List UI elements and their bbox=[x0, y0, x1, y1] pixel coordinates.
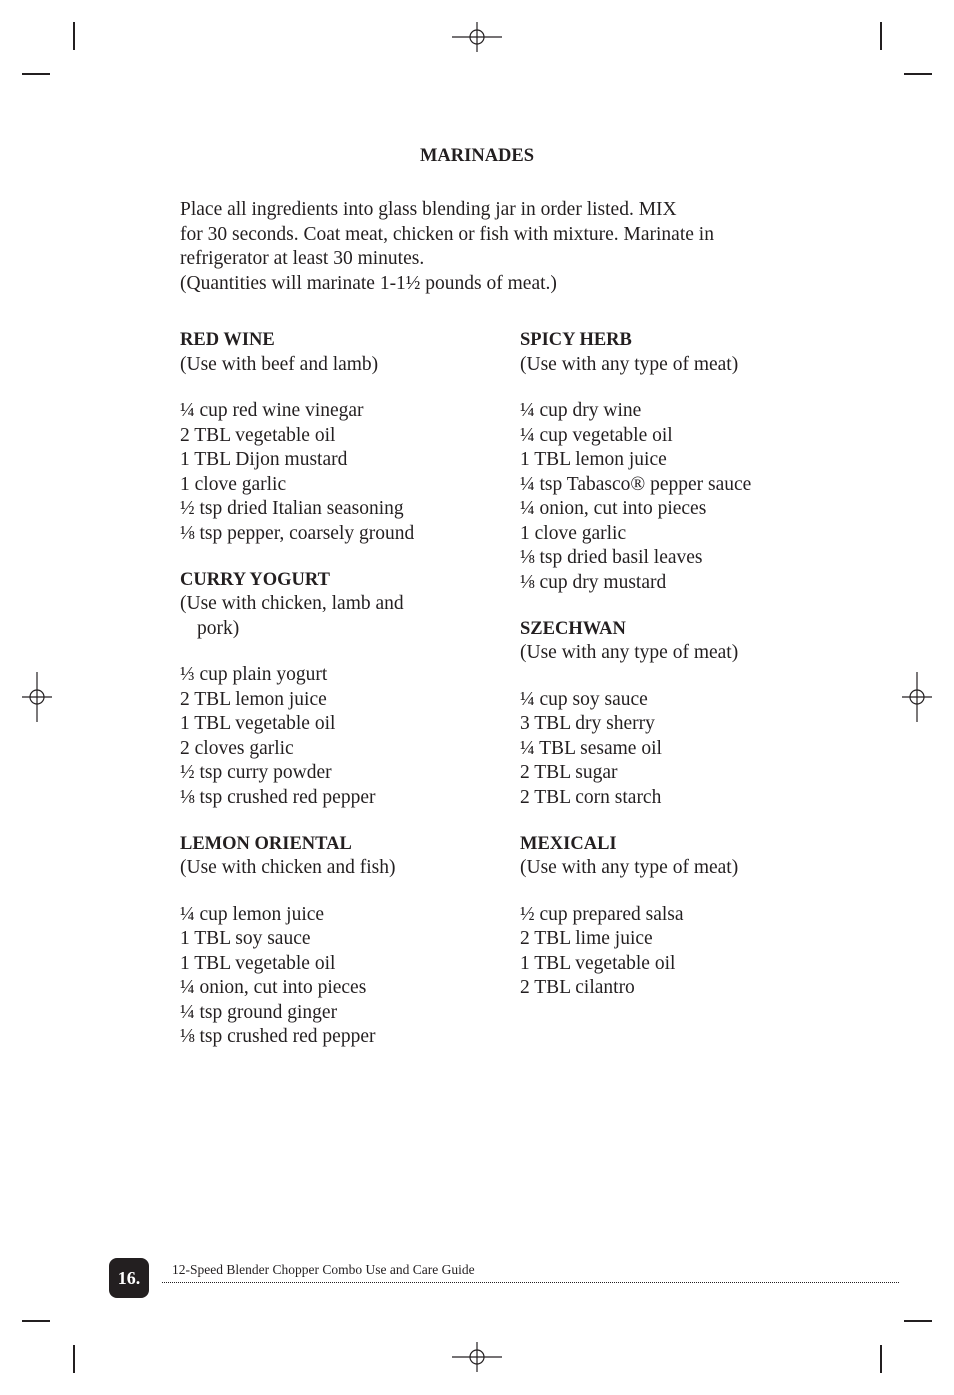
recipe-usage-note-continuation: pork) bbox=[197, 617, 240, 639]
ingredient-list bbox=[180, 663, 480, 810]
intro-line: Place all ingredients into glass blending jar in order listed. MIX bbox=[180, 199, 677, 220]
ingredient-item: ⅛ tsp crushed red pepper bbox=[180, 786, 376, 808]
ingredient-item: ¼ onion, cut into pieces bbox=[520, 498, 707, 519]
recipe-title: SZECHWAN bbox=[520, 618, 626, 639]
ingredient-item: 2 TBL lemon juice bbox=[180, 688, 327, 710]
registration-mark-icon bbox=[12, 672, 62, 722]
registration-mark-icon bbox=[452, 1332, 502, 1382]
registration-mark-icon bbox=[892, 672, 942, 722]
recipe-usage-note-text: (Use with any type of meat) bbox=[520, 642, 739, 663]
footer-guide-title: 12-Speed Blender Chopper Combo Use and Care Guide bbox=[172, 1262, 475, 1277]
ingredient-item: 2 TBL lime juice bbox=[520, 928, 653, 949]
ingredient-item: 1 clove garlic bbox=[520, 522, 627, 544]
ingredient-list bbox=[520, 399, 820, 595]
page-title: MARINADES bbox=[419, 146, 535, 166]
intro-line: (Quantities will marinate 1-1½ pounds of meat.) bbox=[180, 272, 557, 294]
ingredient-item: 1 clove garlic bbox=[180, 473, 287, 495]
right-column bbox=[520, 328, 820, 1022]
recipe-usage-note-text: (Use with chicken, lamb and bbox=[180, 593, 404, 614]
ingredient-item: 1 TBL lemon juice bbox=[520, 449, 667, 470]
recipe-usage-note-text: (Use with any type of meat) bbox=[520, 353, 739, 375]
recipe-usage-note-text: (Use with chicken and fish) bbox=[180, 857, 396, 878]
ingredient-item: ¼ TBL sesame oil bbox=[520, 737, 662, 759]
ingredient-item: 1 TBL soy sauce bbox=[180, 928, 311, 949]
intro-line: refrigerator at least 30 minutes. bbox=[180, 248, 425, 269]
recipe-block bbox=[180, 832, 480, 1050]
ingredient-item: 2 TBL vegetable oil bbox=[180, 424, 336, 446]
ingredient-item: ¼ cup dry wine bbox=[520, 400, 642, 421]
ingredient-list bbox=[520, 903, 820, 1001]
recipe-block bbox=[520, 328, 820, 595]
registration-mark-icon bbox=[452, 12, 502, 62]
ingredient-item: ½ tsp curry powder bbox=[180, 762, 332, 783]
recipe-usage-note bbox=[520, 353, 820, 378]
ingredient-item: ¼ onion, cut into pieces bbox=[180, 977, 367, 998]
ingredient-item: 1 TBL vegetable oil bbox=[180, 713, 336, 734]
ingredient-item: 2 TBL corn starch bbox=[520, 786, 662, 808]
recipe-title: LEMON ORIENTAL bbox=[180, 833, 352, 854]
recipe-usage-note-text: (Use with beef and lamb) bbox=[180, 353, 379, 375]
recipe-usage-note-text: (Use with any type of meat) bbox=[520, 857, 739, 878]
recipe-block bbox=[180, 568, 480, 811]
recipe-title: MEXICALI bbox=[520, 833, 617, 854]
ingredient-item: ½ tsp dried Italian seasoning bbox=[180, 498, 404, 519]
ingredient-item: 2 TBL cilantro bbox=[520, 977, 635, 998]
ingredient-item: ⅓ cup plain yogurt bbox=[180, 664, 328, 685]
ingredient-item: ⅛ cup dry mustard bbox=[520, 571, 667, 593]
ingredient-item: 2 TBL sugar bbox=[520, 762, 618, 783]
ingredient-item: ⅛ tsp crushed red pepper bbox=[180, 1026, 376, 1047]
footer-dotted-rule bbox=[162, 1282, 899, 1283]
ingredient-item: 3 TBL dry sherry bbox=[520, 713, 655, 734]
crop-mark bbox=[904, 73, 932, 75]
recipe-usage-note bbox=[180, 592, 480, 641]
ingredient-item: ¼ cup vegetable oil bbox=[520, 424, 673, 446]
recipe-block bbox=[520, 617, 820, 811]
ingredient-list bbox=[520, 688, 820, 811]
recipe-block bbox=[180, 328, 480, 546]
recipe-block bbox=[520, 832, 820, 1001]
recipe-usage-note bbox=[180, 353, 480, 378]
page-number-badge: 16. bbox=[109, 1258, 149, 1298]
recipe-usage-note bbox=[180, 856, 480, 881]
left-column bbox=[180, 328, 480, 1071]
ingredient-item: ½ cup prepared salsa bbox=[520, 903, 684, 925]
ingredient-item: 1 TBL vegetable oil bbox=[180, 952, 336, 974]
crop-mark bbox=[904, 1320, 932, 1322]
ingredient-item: 1 TBL vegetable oil bbox=[520, 952, 676, 974]
recipe-usage-note bbox=[520, 856, 820, 881]
crop-mark bbox=[880, 22, 882, 50]
ingredient-list bbox=[180, 903, 480, 1050]
ingredient-item: ¼ tsp ground ginger bbox=[180, 1001, 338, 1023]
crop-mark bbox=[22, 1320, 50, 1322]
ingredient-item: ⅛ tsp pepper, coarsely ground bbox=[180, 522, 415, 544]
crop-mark bbox=[22, 73, 50, 75]
intro-paragraph bbox=[180, 198, 800, 296]
crop-mark bbox=[880, 1345, 882, 1373]
ingredient-item: ¼ tsp Tabasco® pepper sauce bbox=[520, 473, 752, 495]
ingredient-item: ¼ cup soy sauce bbox=[520, 688, 648, 710]
recipe-title: CURRY YOGURT bbox=[180, 569, 330, 590]
ingredient-item: ¼ cup lemon juice bbox=[180, 903, 325, 925]
recipe-usage-note bbox=[520, 641, 820, 666]
ingredient-item: 1 TBL Dijon mustard bbox=[180, 449, 348, 470]
ingredient-item: ¼ cup red wine vinegar bbox=[180, 400, 364, 421]
recipe-title: RED WINE bbox=[180, 330, 275, 350]
intro-line: for 30 seconds. Coat meat, chicken or fish with mixture. Marinate in bbox=[180, 223, 714, 245]
crop-mark bbox=[73, 1345, 75, 1373]
recipe-title: SPICY HERB bbox=[520, 330, 632, 350]
ingredient-list bbox=[180, 399, 480, 546]
crop-mark bbox=[73, 22, 75, 50]
ingredient-item: ⅛ tsp dried basil leaves bbox=[520, 547, 703, 568]
ingredient-item: 2 cloves garlic bbox=[180, 737, 294, 759]
